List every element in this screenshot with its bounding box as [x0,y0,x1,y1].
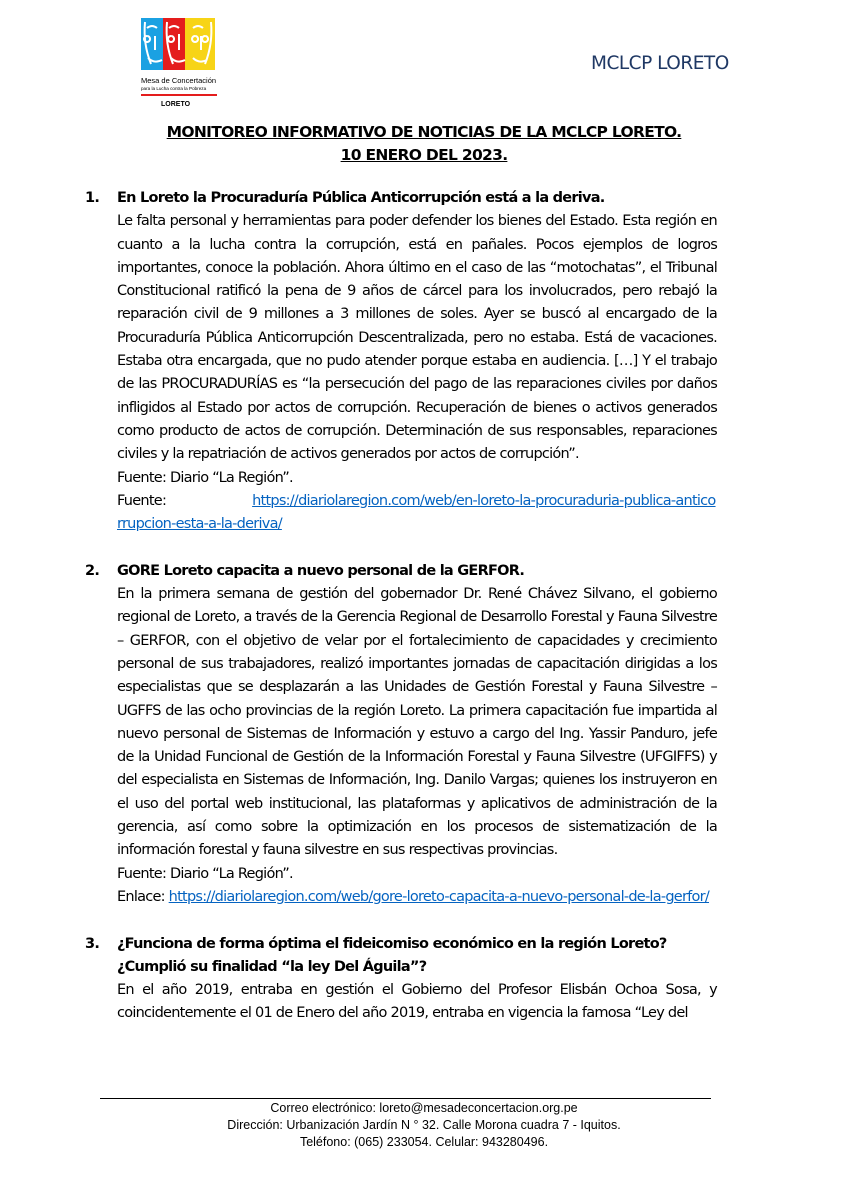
footer-divider [100,1098,711,1099]
header-title: MCLCP LORETO [591,53,729,74]
news-item [85,560,717,909]
document-date: 10 ENERO DEL 2023. [340,146,508,164]
item-link[interactable]: https://diariolaregion.com/web/gore-loreto-capacita-a-nuevo-personal-de-la-gerfor/ [168,888,709,905]
document-title: MONITOREO INFORMATIVO DE NOTICIAS DE LA MCLCP LORETO. [166,123,682,141]
item-title: ¿Funciona de forma óptima el fideicomiso económico en la región Loreto? ¿Cumplió su finalidad “la ley Del Águila”? [117,935,667,975]
news-item [85,933,717,1026]
item-number: 1. [85,190,100,206]
item-number: 3. [85,935,100,952]
item-title: En Loreto la Procuraduría Pública Anticorrupción está a la deriva. [117,190,605,206]
news-list [85,187,717,1049]
item-source: Fuente: Diario “La Región”. [117,469,293,486]
item-link-label: Enlace: [117,888,165,905]
logo-divider [141,94,217,96]
item-number: 2. [85,562,100,579]
item-link-line [117,490,717,537]
three-faces-logo-icon [141,18,215,70]
item-link-line [117,886,717,909]
footer-address: Dirección: Urbanización Jardín N ° 32. Calle Morona cuadra 7 - Iquitos. [227,1118,621,1132]
item-link-label: Fuente: [117,492,167,509]
item-link[interactable]: https://diariolaregion.com/web/en-loreto-la-procuraduria-publica-anticorrupcion-esta-a-la-deriva/ [117,492,716,533]
item-body: Le falta personal y herramientas para poder defender los bienes del Estado. Esta región en cuanto a la lucha contra la corrupción, está en pañales. Pocos ejemplos de logros importantes, conoce la población. Ahora último en el caso de las “motochatas”, el Tribunal Constitucional ratificó la pena de 9 años de cárcel para los involucrados, pero rebajó la reparación civil de 9 millones a 3 millones de soles. Ayer se buscó al encargado de la Procuraduría Pública Anticorrupción Descentralizada, pero no estaba. Está de vacaciones. Estaba otra encargada, que no pudo atender porque estaba en audiencia. […] Y el trabajo de las PROCURADURÍAS es “la persecución del pago de las reparaciones civiles por daños infligidos al Estado por actos de corrupción. Recuperación de bienes o activos generados como producto de actos de corrupción. Determinación de sus responsables, reparaciones civiles y la repatriación de activos generados por actos de corrupción”. [117,213,717,463]
logo-org-subtitle: para la Lucha contra la Pobreza [141,86,207,91]
footer-email: Correo electrónico: loreto@mesadeconcertacion.org.pe [270,1101,578,1115]
footer-phone: Teléfono: (065) 233054. Celular: 943280496. [299,1135,549,1149]
mclcp-logo [141,18,223,118]
item-body: En la primera semana de gestión del gobernador Dr. René Chávez Silvano, el gobierno regional de Loreto, a través de la Gerencia Regional de Desarrollo Forestal y Fauna Silvestre – GERFOR, con el objetivo de velar por el fortalecimiento de capacidades y crecimiento personal de sus trabajadores, realizó importantes jornadas de capacitación dirigidas a los especialistas que se desplazarán a las Unidades de Gestión Forestal y Fauna Silvestre – UGFFS de las ocho provincias de la región Loreto. La primera capacitación fue impartida al nuevo personal de Sistemas de Información y estuvo a cargo del Ing. Yassir Panduro, jefe de la Unidad Funcional de Gestión de la Información Forestal y Fauna Silvestre (UFGIFFS) y del especialista en Sistemas de Información, Ing. Danilo Vargas; quienes los instruyeron en el uso del portal web institucional, las plataformas y aplicativos de administración de la gerencia, así como sobre la optimización en los procesos de sistematización de la información forestal y fauna silvestre en sus respectivas provincias. [117,586,717,859]
item-source: Fuente: Diario “La Región”. [117,865,293,882]
logo-region: LORETO [161,101,191,108]
item-body: En el año 2019, entraba en gestión el Gobierno del Profesor Elisbán Ochoa Sosa, y coincidentemente el 01 de Enero del año 2019, entraba en vigencia la famosa “Ley del [117,982,717,1022]
logo-org-name: Mesa de Concertación [141,76,217,85]
news-item [85,187,717,536]
item-title: GORE Loreto capacita a nuevo personal de la GERFOR. [117,562,525,579]
